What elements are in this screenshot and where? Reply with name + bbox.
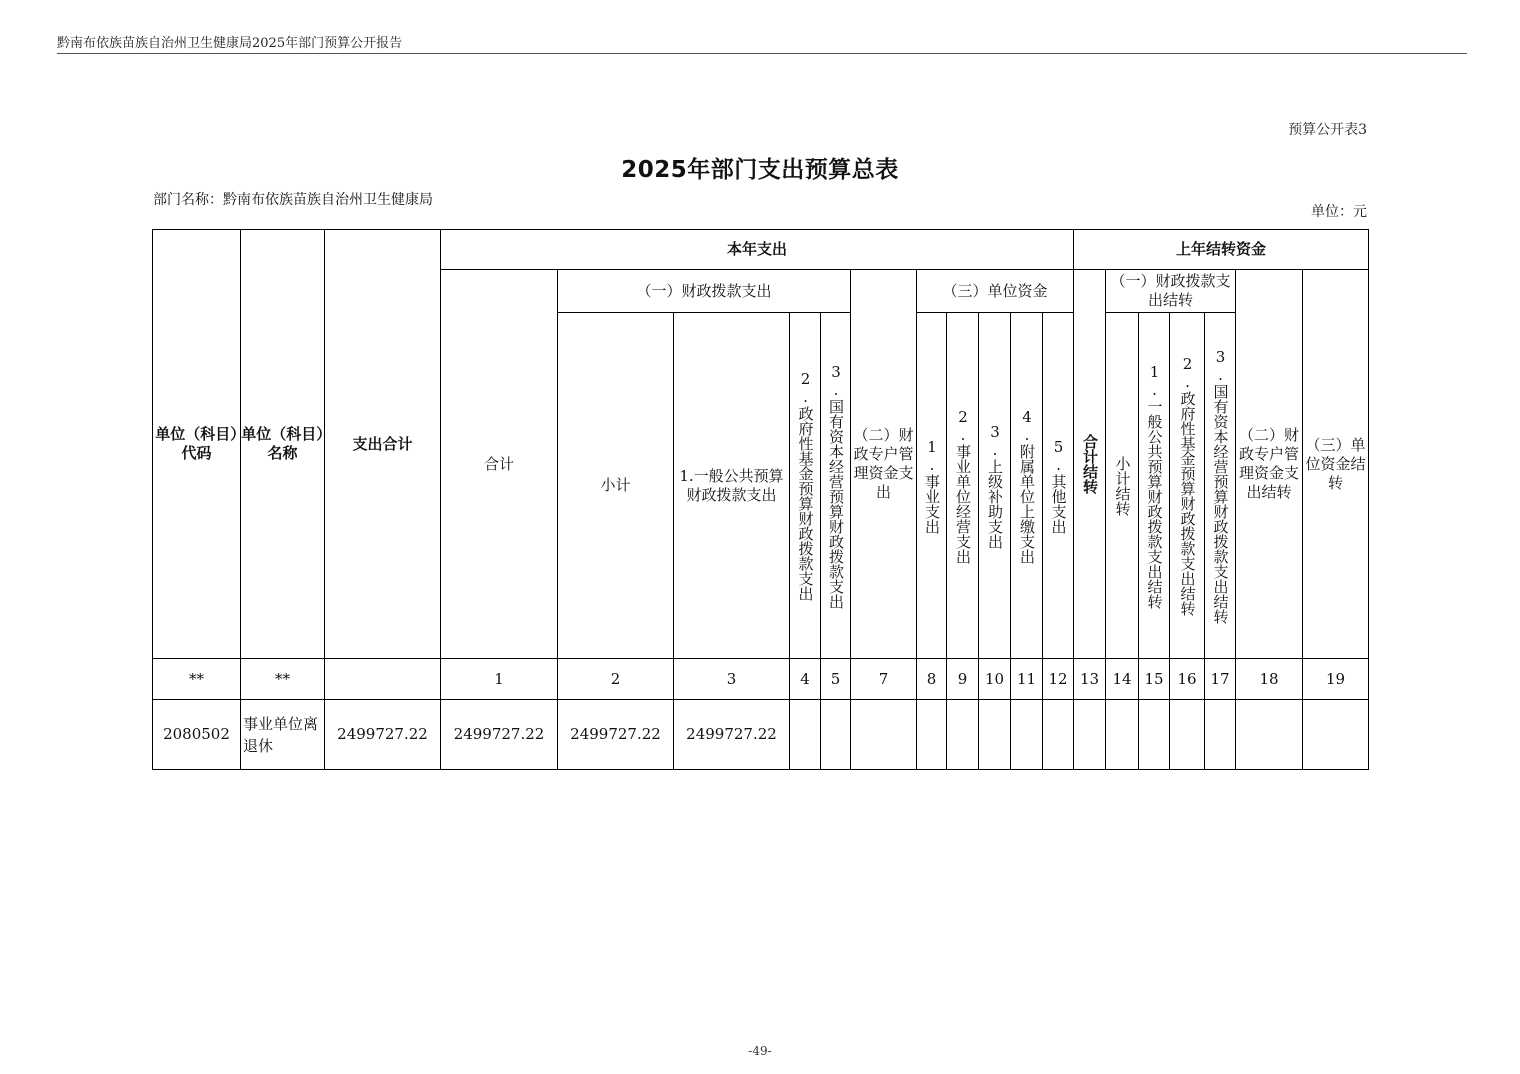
column-number: 2 bbox=[558, 659, 674, 700]
row-total: 2499727.22 bbox=[325, 700, 441, 770]
column-number: 4 bbox=[790, 659, 821, 700]
row-name: 事业单位离退休 bbox=[241, 700, 325, 770]
row-code: 2080502 bbox=[153, 700, 241, 770]
page-number: -49- bbox=[748, 1044, 772, 1058]
col-header-unit-funds: （三）单位资金 bbox=[917, 270, 1074, 313]
page-header: 黔南布依族苗族自治州卫生健康局2025年部门预算公开报告 bbox=[57, 36, 403, 51]
col-header-uf-affiliated: 4.附属单位上缴支出 bbox=[1011, 313, 1043, 659]
empty-cell bbox=[1074, 700, 1106, 770]
column-number: 5 bbox=[821, 659, 851, 700]
column-number: 1 bbox=[441, 659, 558, 700]
column-number: 9 bbox=[947, 659, 979, 700]
col-header-co-unit-funds: （三）单位资金结转 bbox=[1303, 270, 1369, 659]
empty-cell bbox=[1170, 700, 1205, 770]
col-header-co-general: 1.一般公共预算财政拨款支出结转 bbox=[1139, 313, 1170, 659]
budget-table bbox=[152, 229, 1369, 770]
empty-cell bbox=[1011, 700, 1043, 770]
column-number: 16 bbox=[1170, 659, 1205, 700]
column-number: 15 bbox=[1139, 659, 1170, 700]
column-number: 8 bbox=[917, 659, 947, 700]
column-number bbox=[325, 659, 441, 700]
row-cy-total: 2499727.22 bbox=[441, 700, 558, 770]
column-number: 17 bbox=[1205, 659, 1236, 700]
column-number: 7 bbox=[851, 659, 917, 700]
empty-cell bbox=[1043, 700, 1074, 770]
col-header-co-subtotal: 小计结转 bbox=[1106, 313, 1139, 659]
column-number: 19 bbox=[1303, 659, 1369, 700]
col-header-total: 支出合计 bbox=[325, 230, 441, 659]
empty-cell bbox=[1236, 700, 1303, 770]
header-row-1 bbox=[153, 230, 1369, 270]
col-header-fiscal-state-capital: 3.国有资本经营预算财政拨款支出 bbox=[821, 313, 851, 659]
empty-cell bbox=[821, 700, 851, 770]
col-header-fiscal: （一）财政拨款支出 bbox=[558, 270, 851, 313]
empty-cell bbox=[851, 700, 917, 770]
column-number: 11 bbox=[1011, 659, 1043, 700]
col-header-fiscal-general: 1.一般公共预算财政拨款支出 bbox=[674, 313, 790, 659]
col-header-name: 单位（科目）名称 bbox=[241, 230, 325, 659]
page-title: 2025年部门支出预算总表 bbox=[621, 157, 899, 183]
table-row bbox=[153, 700, 1369, 770]
column-number: ** bbox=[153, 659, 241, 700]
empty-cell bbox=[947, 700, 979, 770]
empty-cell bbox=[1139, 700, 1170, 770]
empty-cell bbox=[790, 700, 821, 770]
col-header-code: 单位（科目）代码 bbox=[153, 230, 241, 659]
col-header-uf-operating: 2.事业单位经营支出 bbox=[947, 313, 979, 659]
col-header-uf-subsidy: 3.上级补助支出 bbox=[979, 313, 1011, 659]
column-number: 18 bbox=[1236, 659, 1303, 700]
col-header-co-state-capital: 3.国有资本经营预算财政拨款支出结转 bbox=[1205, 313, 1236, 659]
col-header-current-year: 本年支出 bbox=[441, 230, 1074, 270]
col-header-cy-total: 合计 bbox=[441, 270, 558, 659]
col-header-co-special-account: （二）财政专户管理资金支出结转 bbox=[1236, 270, 1303, 659]
table-number: 预算公开表3 bbox=[1288, 122, 1367, 138]
column-number: ** bbox=[241, 659, 325, 700]
column-number-row bbox=[153, 659, 1369, 700]
column-number: 13 bbox=[1074, 659, 1106, 700]
column-number: 10 bbox=[979, 659, 1011, 700]
col-header-fiscal-subtotal: 小计 bbox=[558, 313, 674, 659]
currency-unit: 单位：元 bbox=[1311, 204, 1367, 220]
column-number: 14 bbox=[1106, 659, 1139, 700]
col-header-special-account: （二）财政专户管理资金支出 bbox=[851, 270, 917, 659]
department-name: 部门名称：黔南布依族苗族自治州卫生健康局 bbox=[153, 192, 433, 208]
col-header-uf-other: 5.其他支出 bbox=[1043, 313, 1074, 659]
header-divider bbox=[57, 53, 1467, 54]
empty-cell bbox=[1303, 700, 1369, 770]
empty-cell bbox=[917, 700, 947, 770]
col-header-co-total: 合计结转 bbox=[1074, 270, 1106, 659]
col-header-co-fiscal: （一）财政拨款支出结转 bbox=[1106, 270, 1236, 313]
row-fiscal-subtotal: 2499727.22 bbox=[558, 700, 674, 770]
col-header-co-gov-fund: 2.政府性基金预算财政拨款支出结转 bbox=[1170, 313, 1205, 659]
col-header-uf-business: 1.事业支出 bbox=[917, 313, 947, 659]
empty-cell bbox=[1205, 700, 1236, 770]
row-fiscal-general: 2499727.22 bbox=[674, 700, 790, 770]
col-header-fiscal-gov-fund: 2.政府性基金预算财政拨款支出 bbox=[790, 313, 821, 659]
empty-cell bbox=[979, 700, 1011, 770]
col-header-carryover: 上年结转资金 bbox=[1074, 230, 1369, 270]
empty-cell bbox=[1106, 700, 1139, 770]
column-number: 3 bbox=[674, 659, 790, 700]
column-number: 12 bbox=[1043, 659, 1074, 700]
